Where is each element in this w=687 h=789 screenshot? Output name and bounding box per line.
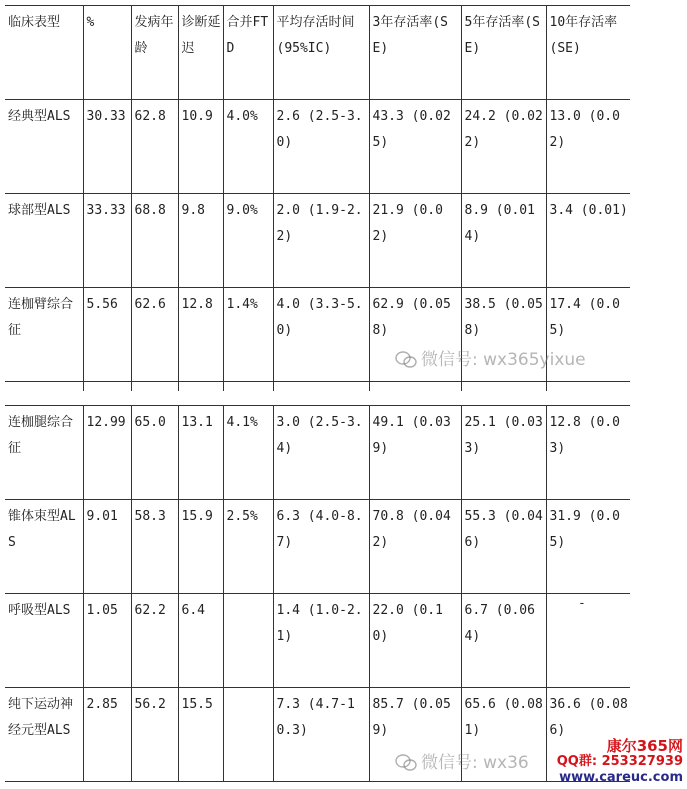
table-cell: 4.0%: [223, 100, 273, 194]
column-header: %: [83, 6, 131, 100]
table-cell: 4.0 (3.3-5.0): [273, 288, 369, 382]
brand-stamp: [557, 738, 683, 786]
table-cell: 15.5: [178, 688, 223, 782]
table-cell: 21.9 (0.02): [369, 194, 461, 288]
table-cell: 25.1 (0.033): [461, 406, 546, 500]
table-row: [5, 594, 630, 688]
table-cell: 6.7 (0.064): [461, 594, 546, 688]
table-cell: 55.3 (0.046): [461, 500, 546, 594]
table-cell: 1.4%: [223, 288, 273, 382]
table-row: [5, 194, 630, 288]
table-cell: 6.3 (4.0-8.7): [273, 500, 369, 594]
column-header: 临床表型: [5, 6, 83, 100]
watermark-text: 微信号: wx36: [421, 753, 529, 773]
table-cell: 43.3 (0.025): [369, 100, 461, 194]
column-header: 5年存活率(SE): [461, 6, 546, 100]
table-cell: 13.1: [178, 406, 223, 500]
table-cell: 6.4: [178, 594, 223, 688]
table-row: [5, 406, 630, 500]
table-cell: 连枷臂综合征: [5, 288, 83, 382]
column-header: 合并FTD: [223, 6, 273, 100]
table-cell: 12.8 (0.03): [546, 406, 630, 500]
column-header: 10年存活率(SE): [546, 6, 630, 100]
table-cell: [223, 688, 273, 782]
table-cell: 85.7 (0.059): [369, 688, 461, 782]
table-cell: 2.0 (1.9-2.2): [273, 194, 369, 288]
table-cell: 33.33: [83, 194, 131, 288]
table-cell: 9.8: [178, 194, 223, 288]
table-cell: 9.0%: [223, 194, 273, 288]
table-cell: 纯下运动神经元型ALS: [5, 688, 83, 782]
table-cell: [223, 594, 273, 688]
table-cell: 8.9 (0.014): [461, 194, 546, 288]
table-cell: 68.8: [131, 194, 178, 288]
table-cell: 13.0 (0.02): [546, 100, 630, 194]
table-cell: 24.2 (0.022): [461, 100, 546, 194]
table-cell: 3.4 (0.01): [546, 194, 630, 288]
table-cell: 5.56: [83, 288, 131, 382]
table-cell: 70.8 (0.042): [369, 500, 461, 594]
table-cell: 49.1 (0.039): [369, 406, 461, 500]
watermark-wechat: [395, 345, 586, 370]
table-cell: 2.5%: [223, 500, 273, 594]
table-cell: 31.9 (0.05): [546, 500, 630, 594]
dash-mark: -: [578, 596, 586, 611]
table-cell: 56.2: [131, 688, 178, 782]
table-cell: 38.5 (0.058): [461, 288, 546, 382]
table-row: [5, 500, 630, 594]
table-cell: 22.0 (0.10): [369, 594, 461, 688]
column-header: 发病年龄: [131, 6, 178, 100]
table-cell: 2.6 (2.5-3.0): [273, 100, 369, 194]
survival-table-bottom: [5, 405, 630, 782]
table-cell: [546, 594, 630, 688]
brand-qq: QQ群: 253327939: [556, 754, 683, 769]
table-cell: 36.6 (0.086): [546, 688, 630, 782]
table-cell: 1.4 (1.0-2.1): [273, 594, 369, 688]
table-body-bottom: [5, 406, 630, 782]
table-cell: 7.3 (4.7-10.3): [273, 688, 369, 782]
table-cell: 62.6: [131, 288, 178, 382]
survival-table-top: [5, 5, 630, 398]
table-cell: 62.9 (0.058): [369, 288, 461, 382]
column-header: 平均存活时间(95%IC): [273, 6, 369, 100]
table-cell: 连枷腿综合征: [5, 406, 83, 500]
table-cell: 65.6 (0.081): [461, 688, 546, 782]
column-header: 3年存活率(SE): [369, 6, 461, 100]
column-header: 诊断延迟: [178, 6, 223, 100]
wechat-icon: [395, 351, 417, 369]
table-cell: 呼吸型ALS: [5, 594, 83, 688]
table-cell: 10.9: [178, 100, 223, 194]
table-row: [5, 688, 630, 782]
table-body-top: [5, 6, 630, 399]
table-cell: 锥体束型ALS: [5, 500, 83, 594]
watermark-text: 微信号: wx365yixue: [421, 350, 586, 370]
table-cell: 62.8: [131, 100, 178, 194]
table-cell: 12.99: [83, 406, 131, 500]
table-cell: 3.0 (2.5-3.4): [273, 406, 369, 500]
table-cell: 9.01: [83, 500, 131, 594]
table-cell: 15.9: [178, 500, 223, 594]
table-cell: 经典型ALS: [5, 100, 83, 194]
page-break-gap: [0, 391, 687, 405]
table-cell: 30.33: [83, 100, 131, 194]
brand-name: 康尔365网: [606, 737, 683, 755]
table-cell: 17.4 (0.05): [546, 288, 630, 382]
wechat-icon: [395, 754, 417, 772]
table-cell: 4.1%: [223, 406, 273, 500]
table-cell: 58.3: [131, 500, 178, 594]
header-row: [5, 6, 630, 100]
brand-url: www.careuc.com: [559, 770, 683, 785]
table-cell: 62.2: [131, 594, 178, 688]
table-cell: 65.0: [131, 406, 178, 500]
table-row: [5, 100, 630, 194]
table-cell: 1.05: [83, 594, 131, 688]
watermark-wechat-2: [395, 748, 529, 773]
table-cell: 球部型ALS: [5, 194, 83, 288]
table-cell: 12.8: [178, 288, 223, 382]
table-cell: 2.85: [83, 688, 131, 782]
